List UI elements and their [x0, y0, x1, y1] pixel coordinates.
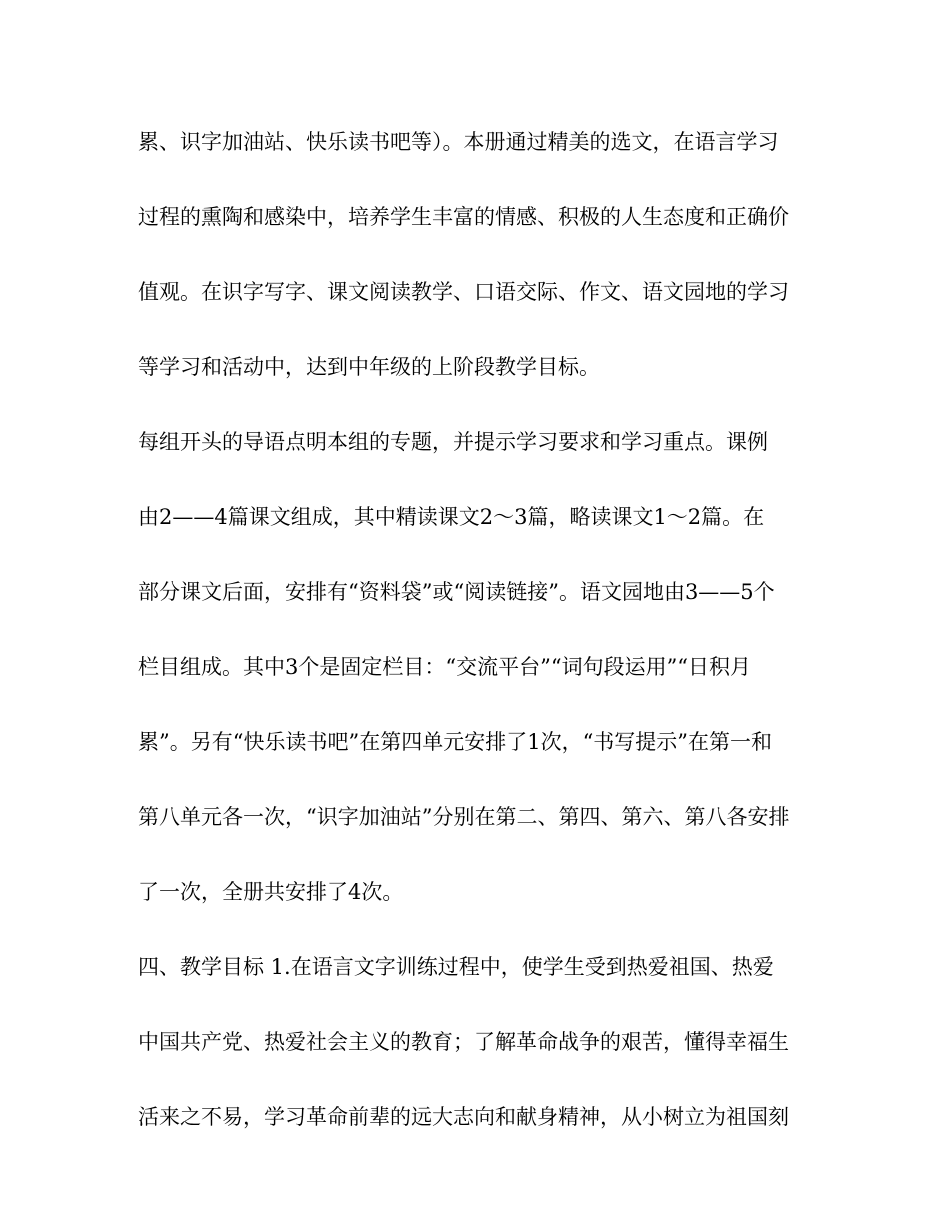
text-line-9: 累”。另有“快乐读书吧”在第四单元安排了1次，“书写提示”在第一和	[138, 730, 773, 754]
text-line-4: 等学习和活动中，达到中年级的上阶段教学目标。	[138, 355, 600, 379]
text-line-13: 中国共产党、热爱社会主义的教育；了解革命战争的艰苦，懂得幸福生	[138, 1030, 789, 1054]
text-line-8: 栏目组成。其中3个是固定栏目：“交流平台”“词句段运用”“日积月	[138, 655, 752, 679]
text-line-11: 了一次，全册共安排了4次。	[138, 880, 404, 904]
paragraph-intro-line-1: 每组开头的导语点明本组的专题，并提示学习要求和学习重点。课例	[138, 430, 768, 454]
text-line-14: 活来之不易，学习革命前辈的远大志向和献身精神，从小树立为祖国刻	[138, 1105, 789, 1129]
text-line-3: 值观。在识字写字、课文阅读教学、口语交际、作文、语文园地的学习	[138, 280, 789, 304]
text-line-10: 第八单元各一次，“识字加油站”分别在第二、第四、第六、第八各安排	[138, 805, 790, 829]
text-line-2: 过程的熏陶和感染中，培养学生丰富的情感、积极的人生态度和正确价	[138, 205, 789, 229]
section-heading-teaching-goals: 四、教学目标 1.在语言文字训练过程中，使学生受到热爱祖国、热爱	[138, 955, 774, 979]
text-line-1: 累、识字加油站、快乐读书吧等）。本册通过精美的选文，在语言学习	[138, 130, 779, 154]
text-line-7: 部分课文后面，安排有“资料袋”或“阅读链接”。语文园地由3——5个	[138, 580, 775, 604]
text-line-6: 由2——4篇课文组成，其中精读课文2～3篇，略读课文1～2篇。在	[138, 505, 765, 529]
